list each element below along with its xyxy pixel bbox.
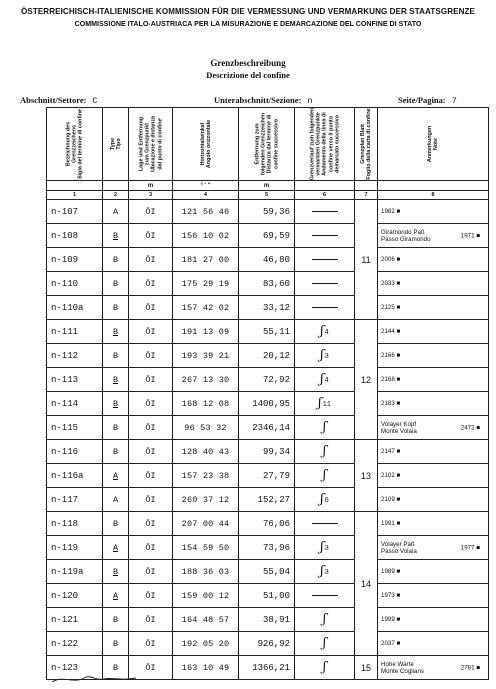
note-line: 2037 ■ [381, 640, 401, 647]
marker-type [103, 320, 129, 344]
horizontal-angle: 193 39 21 [173, 344, 239, 368]
marker-type-text: B [112, 254, 119, 265]
marker-id: n-111 [47, 320, 103, 344]
distance: 59,36 [239, 200, 295, 224]
note-line: 2102 ■ [381, 472, 401, 479]
marker-location: ÖI [129, 608, 173, 632]
marker-type [103, 416, 129, 440]
marker-id: n-119a [47, 560, 103, 584]
note [378, 368, 489, 392]
seite [398, 95, 457, 106]
unit-cell: m [129, 181, 173, 191]
column-number: 5 [239, 191, 295, 200]
marker-type [103, 536, 129, 560]
marker-type-text: B [112, 278, 119, 289]
marker-id: n-123 [47, 656, 103, 680]
column-header-8 [378, 108, 489, 181]
marker-type-text: A [112, 542, 119, 553]
note [378, 416, 489, 440]
curved-line-symbol: ʃ [320, 348, 324, 363]
curved-line-symbol: ʃ [322, 468, 327, 483]
note-line: 1999 ■ [381, 616, 401, 623]
unit-cell [355, 181, 378, 191]
distance: 38,91 [239, 608, 295, 632]
table-row [47, 536, 489, 560]
marker-type [103, 440, 129, 464]
table-row [47, 224, 489, 248]
horizontal-angle: 191 13 09 [173, 320, 239, 344]
note [378, 488, 489, 512]
unterabschnitt-value: n [307, 96, 313, 106]
marker-type [103, 512, 129, 536]
signature-scribble [50, 672, 140, 686]
table-row [47, 440, 489, 464]
note-line: 2144 ■ [381, 328, 401, 335]
note-line: 2033 ■ [381, 280, 401, 287]
commission-title-it: COMMISSIONE ITALO-AUSTRIACA PER LA MISURAZIONE E DEMARCAZIONE DEL CONFINE DI STATO [74, 19, 422, 28]
note-line: Passo Volaia [381, 547, 417, 555]
distance: 2346,14 [239, 416, 295, 440]
horizontal-angle: 207 00 44 [173, 512, 239, 536]
marker-location: ÖI [129, 440, 173, 464]
column-header-text: Anmerkungen Note [426, 125, 439, 163]
distance: 27,79 [239, 464, 295, 488]
straight-line-symbol [312, 235, 338, 236]
horizontal-angle: 181 27 00 [173, 248, 239, 272]
column-header-6 [295, 108, 355, 181]
altitude: 1971 ■ [460, 232, 480, 239]
horizontal-angle: 175 29 19 [173, 272, 239, 296]
boundary-course [295, 512, 355, 536]
distance: 926,92 [239, 632, 295, 656]
horizontal-angle: 157 23 38 [173, 464, 239, 488]
horizontal-angle: 121 56 46 [173, 200, 239, 224]
marker-id: n-120 [47, 584, 103, 608]
straight-line-symbol [312, 259, 338, 260]
boundary-course [295, 584, 355, 608]
boundary-course [295, 272, 355, 296]
column-header-text: Grenzverlauf zum folgenden vermarkten Grenzpunkte Andamento della linea di confine verso il punto demarcato successivo [308, 107, 340, 181]
marker-type-text: B [112, 422, 119, 433]
note-line: 2166 ■ [381, 352, 401, 359]
table-row [47, 248, 489, 272]
column-number: 4 [173, 191, 239, 200]
document-title-it: Descrizione del confine [206, 70, 290, 80]
marker-location: ÖI [129, 464, 173, 488]
marker-type-text: B [112, 638, 119, 649]
marker-id: n-113 [47, 368, 103, 392]
straight-line-symbol [312, 523, 338, 524]
distance: 76,06 [239, 512, 295, 536]
marker-location: ÖI [129, 200, 173, 224]
boundary-table [46, 107, 489, 680]
marker-id: n-115 [47, 416, 103, 440]
marker-location: ÖI [129, 584, 173, 608]
distance: 46,80 [239, 248, 295, 272]
marker-location: ÖI [129, 368, 173, 392]
marker-type [103, 488, 129, 512]
table-row [47, 344, 489, 368]
marker-id: n-112 [47, 344, 103, 368]
curve-count: 4 [324, 376, 329, 385]
note [378, 608, 489, 632]
note [378, 584, 489, 608]
curve-count: 3 [324, 544, 329, 553]
boundary-course [295, 656, 355, 680]
note [378, 632, 489, 656]
marker-location: ÖI [129, 488, 173, 512]
boundary-course [295, 608, 355, 632]
plan-sheet: 13 [355, 440, 378, 512]
curved-line-symbol: ʃ [322, 420, 327, 435]
altitude: 1977 ■ [460, 544, 480, 551]
marker-id: n-107 [47, 200, 103, 224]
marker-type-text: B [112, 302, 119, 313]
marker-id: n-108 [47, 224, 103, 248]
note [378, 512, 489, 536]
note-line: Monte Coglians [381, 667, 424, 675]
marker-location: ÖI [129, 272, 173, 296]
column-header-text: Lage und Entfernung zum Grenzpunkt Ubicazione e distanza dal punto di confine [138, 115, 163, 173]
marker-location: ÖI [129, 296, 173, 320]
commission-title-de: ÖSTERREICHISCH-ITALIENISCHE KOMMISSION FÜR DIE VERMESSUNG UND VERMARKUNG DER STAATSGRENZE [21, 6, 475, 16]
curved-line-symbol: ʃ [322, 636, 327, 651]
boundary-course [295, 488, 355, 512]
unit-cell [295, 181, 355, 191]
note [378, 344, 489, 368]
curve-count: 3 [324, 352, 329, 361]
note-line: Giramondo Paß [381, 228, 425, 236]
table-row [47, 560, 489, 584]
note [378, 320, 489, 344]
horizontal-angle: 154 59 50 [173, 536, 239, 560]
note [378, 272, 489, 296]
marker-id: n-110 [47, 272, 103, 296]
marker-type [103, 272, 129, 296]
plan-sheet: 14 [355, 512, 378, 656]
column-number: 1 [47, 191, 103, 200]
seite-value: 7 [451, 96, 457, 106]
note-line: Volayer Kopf [381, 420, 417, 428]
unit-row [47, 181, 489, 191]
marker-location: ÖI [129, 344, 173, 368]
note-line: 1991 ■ [381, 520, 401, 527]
table-row [47, 320, 489, 344]
note-line: 2183 ■ [381, 400, 401, 407]
marker-type [103, 608, 129, 632]
unit-cell [378, 181, 489, 191]
note [378, 656, 489, 680]
marker-type [103, 224, 129, 248]
table-row [47, 512, 489, 536]
marker-id: n-116 [47, 440, 103, 464]
table-row [47, 488, 489, 512]
marker-location: ÖI [129, 392, 173, 416]
boundary-course [295, 464, 355, 488]
marker-type [103, 584, 129, 608]
marker-location: ÖI [129, 224, 173, 248]
column-header-3 [129, 108, 173, 181]
marker-type-text: B [112, 518, 119, 529]
altitude: 2781 ■ [460, 664, 480, 671]
marker-type-text: B [112, 398, 119, 409]
boundary-course [295, 296, 355, 320]
distance: 83,60 [239, 272, 295, 296]
note [378, 200, 489, 224]
curved-line-symbol: ʃ [322, 612, 327, 627]
table-row [47, 632, 489, 656]
boundary-course [295, 536, 355, 560]
abschnitt-value: C [92, 96, 98, 106]
note-line: Volayer Paß [381, 540, 415, 548]
column-number-row [47, 191, 489, 200]
curve-count: 11 [322, 400, 331, 409]
column-number: 7 [355, 191, 378, 200]
column-header-4 [173, 108, 239, 181]
marker-id: n-118 [47, 512, 103, 536]
marker-type-text: B [112, 614, 119, 625]
column-header-5 [239, 108, 295, 181]
horizontal-angle: 128 40 43 [173, 440, 239, 464]
straight-line-symbol [312, 307, 338, 308]
marker-type-text: A [112, 494, 119, 505]
unit-cell [103, 181, 129, 191]
table-row [47, 416, 489, 440]
curved-line-symbol: ʃ [318, 396, 322, 411]
note-line: Passo Giramondo [381, 235, 431, 243]
curved-line-symbol: ʃ [320, 324, 324, 339]
boundary-course [295, 416, 355, 440]
curved-line-symbol: ʃ [320, 492, 324, 507]
column-header-2 [103, 108, 129, 181]
boundary-course [295, 344, 355, 368]
horizontal-angle: 96 53 32 [173, 416, 239, 440]
boundary-course [295, 200, 355, 224]
marker-type [103, 464, 129, 488]
marker-id: n-121 [47, 608, 103, 632]
marker-id: n-119 [47, 536, 103, 560]
marker-location: ÖI [129, 512, 173, 536]
note [378, 464, 489, 488]
plan-sheet: 12 [355, 320, 378, 440]
horizontal-angle: 192 05 20 [173, 632, 239, 656]
horizontal-angle: 164 48 57 [173, 608, 239, 632]
straight-line-symbol [312, 211, 338, 212]
boundary-course [295, 632, 355, 656]
note-line: Hohe Warte [381, 660, 414, 668]
horizontal-angle: 267 13 30 [173, 368, 239, 392]
curve-count: 6 [324, 496, 329, 505]
marker-id: n-117 [47, 488, 103, 512]
note [378, 440, 489, 464]
marker-type-text: B [112, 374, 119, 385]
marker-id: n-114 [47, 392, 103, 416]
abschnitt-label: Abschnitt/Settore: [20, 95, 87, 105]
note [378, 296, 489, 320]
boundary-course [295, 368, 355, 392]
table-row [47, 584, 489, 608]
marker-location: ÖI [129, 248, 173, 272]
column-header-text: Entfernung zum folgenden Grenzzeichen Distanza dal termine di confine successivo [254, 112, 279, 176]
column-header-text: Grenzplan Blatt Foglio della carta di confine [359, 108, 372, 180]
marker-type [103, 632, 129, 656]
distance: 1366,21 [239, 656, 295, 680]
marker-type [103, 560, 129, 584]
table-row [47, 272, 489, 296]
curved-line-symbol: ʃ [320, 372, 324, 387]
column-number: 3 [129, 191, 173, 200]
column-header-text: Bezeichnung des Grenzzeichens Sigla del termine di confine [65, 108, 84, 180]
marker-type-text: A [112, 590, 119, 601]
unit-cell: m [239, 181, 295, 191]
marker-location: ÖI [129, 632, 173, 656]
marker-type-text: B [112, 566, 119, 577]
table-row [47, 296, 489, 320]
marker-id: n-109 [47, 248, 103, 272]
boundary-course [295, 224, 355, 248]
note [378, 560, 489, 584]
boundary-course [295, 320, 355, 344]
note-line: 2109 ■ [381, 496, 401, 503]
distance: 69,59 [239, 224, 295, 248]
marker-location: ÖI [129, 536, 173, 560]
table-row [47, 464, 489, 488]
curved-line-symbol: ʃ [322, 444, 327, 459]
plan-sheet: 15 [355, 656, 378, 680]
marker-type-text: B [112, 230, 119, 241]
column-header-text: Type Tipo [109, 137, 122, 151]
seite-label: Seite/Pagina: [398, 95, 446, 105]
unterabschnitt [214, 95, 312, 106]
note [378, 392, 489, 416]
distance: 1400,95 [239, 392, 295, 416]
curved-line-symbol: ʃ [320, 540, 324, 555]
horizontal-angle: 168 12 08 [173, 392, 239, 416]
marker-type [103, 200, 129, 224]
note [378, 536, 489, 560]
curved-line-symbol: ʃ [320, 564, 324, 579]
table-row [47, 200, 489, 224]
marker-id: n-110a [47, 296, 103, 320]
straight-line-symbol [312, 283, 338, 284]
plan-sheet: 11 [355, 200, 378, 320]
distance: 73,96 [239, 536, 295, 560]
marker-type-text: B [112, 446, 119, 457]
marker-type [103, 392, 129, 416]
distance: 55,11 [239, 320, 295, 344]
distance: 55,04 [239, 560, 295, 584]
curve-count: 3 [324, 568, 329, 577]
distance: 20,12 [239, 344, 295, 368]
marker-type [103, 296, 129, 320]
note-line: 1973 ■ [381, 592, 401, 599]
marker-type-text: A [112, 470, 119, 481]
curve-count: 4 [324, 328, 329, 337]
document-title-de: Grenzbeschreibung [210, 58, 286, 68]
table-row [47, 368, 489, 392]
column-number: 6 [295, 191, 355, 200]
note-line: 2125 ■ [381, 304, 401, 311]
distance: 51,00 [239, 584, 295, 608]
distance: 152,27 [239, 488, 295, 512]
abschnitt [20, 95, 98, 106]
note-line: Monte Volaia [381, 427, 417, 435]
note [378, 248, 489, 272]
horizontal-angle: 157 42 02 [173, 296, 239, 320]
boundary-course [295, 392, 355, 416]
marker-type [103, 344, 129, 368]
unterabschnitt-label: Unterabschnitt/Sezione: [214, 95, 302, 105]
marker-location: ÖI [129, 416, 173, 440]
note-line: 1989 ■ [381, 568, 401, 575]
distance: 72,92 [239, 368, 295, 392]
marker-id: n-122 [47, 632, 103, 656]
horizontal-angle: 163 10 49 [173, 656, 239, 680]
note-line: 2006 ■ [381, 256, 401, 263]
note [378, 224, 489, 248]
column-number: 8 [378, 191, 489, 200]
distance: 33,12 [239, 296, 295, 320]
horizontal-angle: 156 10 02 [173, 224, 239, 248]
column-header-1 [47, 108, 103, 181]
unit-cell: ° ' '' [173, 181, 239, 191]
boundary-course [295, 248, 355, 272]
marker-type-text: B [112, 326, 119, 337]
marker-location: ÖI [129, 656, 173, 680]
marker-type [103, 248, 129, 272]
distance: 99,34 [239, 440, 295, 464]
unit-cell [47, 181, 103, 191]
boundary-course [295, 560, 355, 584]
curved-line-symbol: ʃ [322, 660, 327, 675]
column-header-7 [355, 108, 378, 181]
straight-line-symbol [312, 595, 338, 596]
marker-type [103, 368, 129, 392]
marker-type-text: A [112, 206, 119, 217]
column-number: 2 [103, 191, 129, 200]
altitude: 2472 ■ [460, 424, 480, 431]
horizontal-angle: 260 37 12 [173, 488, 239, 512]
column-header-text: Horizontalwinkel Angolo orizzontale [199, 119, 212, 169]
note-line: 2168 ■ [381, 376, 401, 383]
horizontal-angle: 159 00 12 [173, 584, 239, 608]
marker-location: ÖI [129, 320, 173, 344]
horizontal-angle: 188 36 03 [173, 560, 239, 584]
marker-type-text: B [112, 662, 119, 673]
boundary-course [295, 440, 355, 464]
table-row [47, 608, 489, 632]
note-line: 2147 ■ [381, 448, 401, 455]
marker-type-text: B [112, 350, 119, 361]
marker-id: n-116a [47, 464, 103, 488]
note-line: 1982 ■ [381, 208, 401, 215]
table-row [47, 392, 489, 416]
column-header-row [47, 108, 489, 181]
marker-location: ÖI [129, 560, 173, 584]
